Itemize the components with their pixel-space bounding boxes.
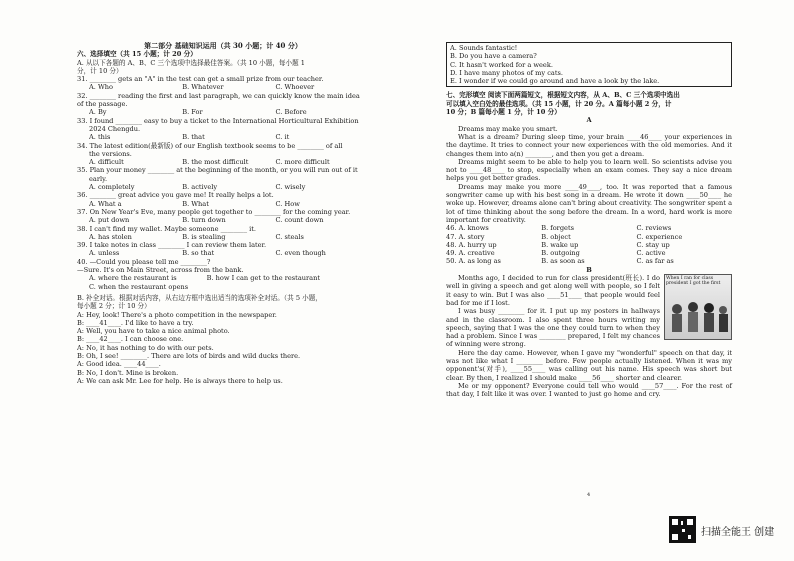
question-33 xyxy=(77,117,369,142)
question-stem-cont: 2024 Chengdu. xyxy=(89,124,141,133)
option-c: C. experience xyxy=(636,232,683,241)
option-b: B. For xyxy=(182,108,203,117)
option-c: C. count down xyxy=(275,216,324,225)
option-b: B. the most difficult xyxy=(182,158,249,167)
question-options xyxy=(77,200,369,208)
option-a: A. By xyxy=(89,108,107,117)
dialogue-options-box xyxy=(446,42,732,87)
option-b: B. how I can get to the restaurant xyxy=(206,274,320,283)
question-reply: —Sure. It's on Main Street, across from the bank. xyxy=(77,266,244,275)
scanner-watermark: 扫描全能王 创建 xyxy=(701,527,775,538)
question-stem-cont: of the passage. xyxy=(77,100,128,109)
question-stem: 36. ________ great advice you gave me! It really helps a lot. xyxy=(77,191,274,200)
option-a: A. unless xyxy=(89,249,120,258)
cartoon-people-illustration xyxy=(665,287,731,337)
option-a: A. difficult xyxy=(89,158,124,167)
question-32 xyxy=(77,92,369,117)
question-stem: 39. I take notes in class ________ I can review them later. xyxy=(77,241,267,250)
option-b: B. object xyxy=(541,232,571,241)
cartoon-caption: When I ran for class president I got the first xyxy=(666,276,721,287)
option-a: A. completely xyxy=(89,183,135,192)
dialogue-line: A: No, it has nothing to do with our pets. xyxy=(77,343,214,352)
cartoon-image xyxy=(664,274,732,340)
section-6-title: 六、选择填空（共 15 小题；计 20 分） xyxy=(77,50,197,59)
part-title: 第二部分 基础知识运用（共 30 小题；计 40 分） xyxy=(144,42,302,50)
option-c: C. stay up xyxy=(636,240,670,249)
passage-b-paragraph: Here the day came. However, when I gave my "wonderful" speech on that day, it was not like what I ________ before. Few people actually listened. When it was my opponent's(对手), ____55____ was calling out his name. His speech was short but clear. By then, I realized I should make ____56____ shorter and clearer. xyxy=(446,348,732,382)
passage-a-paragraph: What is a dream? During sleep time, your brain ____46____ your experiences in the daytime. It tries to connect your new experiences with the old memories. And it changes them into a(n) ________, and then you get a dream. xyxy=(446,132,732,158)
passage-b-paragraph: Months ago, I decided to run for class president(班长). I do well in giving a speech and get along well with people, so I felt it easy to win. But I was also ____51____ that people would feel bad for me if I lost. xyxy=(446,274,660,307)
option-c: C. even though xyxy=(275,249,326,258)
question-stem: 40. —Could you please tell me ________? xyxy=(77,257,211,266)
question-options xyxy=(77,83,369,91)
option-b: B. What xyxy=(182,199,209,208)
option-b: B. forgets xyxy=(541,224,574,233)
answer-row xyxy=(446,233,732,241)
option-a: 47. A. story xyxy=(446,232,485,241)
option-c: C. more difficult xyxy=(275,158,330,167)
option-c: C. as far as xyxy=(636,257,674,266)
passage-b-paragraph: I was busy ________ for it. I put up my posters in hallways and in the classroom. I also spent three hours writing my speech, saying that I was the one they could turn to when they had a problem. Since I was ________ prepared, I felt my chances of winning were strong. xyxy=(446,307,660,349)
option-a: A. What a xyxy=(89,199,122,208)
option-a: A. Who xyxy=(89,83,113,92)
option-a: A. put down xyxy=(89,216,130,225)
dialogue-line: B: Oh, I see! ________. There are lots of birds and wild ducks there. xyxy=(77,351,301,360)
dialogue-line: A: Good idea. ____44____. xyxy=(77,360,161,369)
option-b: B. is stealing xyxy=(182,232,226,241)
question-options xyxy=(77,249,369,257)
section-6-a-instructions-2: 分，计 10 分） xyxy=(77,66,123,75)
option-c: C. it xyxy=(275,133,290,142)
question-stem: 32. ________ reading the first and last paragraph, we can quickly know the main idea xyxy=(77,91,360,100)
question-37 xyxy=(77,208,369,225)
answer-row xyxy=(446,257,732,265)
box-option: B. Do you have a camera? xyxy=(450,52,537,61)
option-a: 48. A. hurry up xyxy=(446,240,497,249)
option-c: C. when the restaurant opens xyxy=(89,282,189,291)
section-7-title: 七、完形填空 阅读下面两篇短文，根据短文内容，从 A、B、C 三个选项中选出 xyxy=(446,91,680,100)
question-34 xyxy=(77,142,369,167)
option-b: B. so that xyxy=(182,249,215,258)
option-b: B. Whatever xyxy=(182,83,224,92)
passage-a-answers xyxy=(446,224,732,265)
passage-a-paragraph: Dreams may make you more ____49____, too. It was reported that a famous songwriter came up with his best song in a dream. He wrote it down ____50____ he woke up. However, dreams alone can't bring about creativity. The songwriter spent a lot of time thinking about the song before the dream. In a word, hard work is more important for creativity. xyxy=(446,182,732,224)
box-option: D. I have many photos of my cats. xyxy=(450,68,563,77)
answer-row xyxy=(446,241,732,249)
question-38 xyxy=(77,225,369,242)
question-31 xyxy=(77,75,369,92)
question-options xyxy=(77,183,369,191)
dialogue-line: B: No, I don't. Mine is broken. xyxy=(77,368,179,377)
option-b: B. wake up xyxy=(541,240,579,249)
option-a: A. this xyxy=(89,133,111,142)
option-a: 46. A. knows xyxy=(446,224,489,233)
question-36 xyxy=(77,191,369,208)
qr-code-icon xyxy=(669,516,696,543)
box-option: C. It hasn't worked for a week. xyxy=(450,60,553,69)
option-c: C. How xyxy=(275,199,300,208)
section-6-a-instructions: A. 从以下各题的 A、B、C 三个选项中选择最佳答案。（共 10 小题，每小题 1 xyxy=(77,58,305,67)
option-a: 49. A. creative xyxy=(446,249,495,258)
section-b-instructions: B. 补全对话。根据对话内容，从右边方框中选出适当的选项补全对话。（共 5 小题， xyxy=(77,293,322,302)
passage-a-label: A xyxy=(586,116,592,125)
question-35 xyxy=(77,166,369,191)
option-b: B. turn down xyxy=(182,216,226,225)
option-c: C. steals xyxy=(275,232,304,241)
answer-row xyxy=(446,224,732,232)
question-stem: 37. On New Year's Eve, many people get together to ________ for the coming year. xyxy=(77,207,351,216)
section-7-title-2: 可以填入空白处的最佳选项。（共 15 小题，计 20 分。A 篇每小题 2 分，计 xyxy=(446,99,672,108)
option-c: C. active xyxy=(636,249,666,258)
question-options xyxy=(77,233,369,241)
question-stem: 35. Plan your money ________ at the beginning of the month, or you will run out of it xyxy=(77,166,358,175)
option-b: B. actively xyxy=(182,183,218,192)
option-a: 50. A. as long as xyxy=(446,257,501,266)
option-c: C. wisely xyxy=(275,183,306,192)
box-option: A. Sounds fantastic! xyxy=(450,44,518,52)
option-b: B. outgoing xyxy=(541,249,580,258)
passage-a-paragraph: Dreams might seem to be able to help you to learn well. So scientists advise you not to ____48____ to stop, especially when an exam comes. They say a nice dream helps you get better grades. xyxy=(446,157,732,183)
question-options xyxy=(77,216,369,224)
option-b: B. as soon as xyxy=(541,257,585,266)
question-options xyxy=(77,158,369,166)
dialogue-line: B: ____41____. I'd like to have a try. xyxy=(77,318,194,327)
question-stem-cont: early. xyxy=(89,174,108,183)
box-option: E. I wonder if we could go around and have a look by the lake. xyxy=(450,77,660,86)
dialogue-line: A: We can ask Mr. Lee for help. He is always there to help us. xyxy=(77,376,283,385)
passage-b-label: B xyxy=(586,265,592,274)
question-stem: 33. I found ________ easy to buy a ticket to the International Horticultural Exhibition xyxy=(77,116,359,125)
page-number: 4 xyxy=(587,492,591,498)
question-40 xyxy=(77,258,369,291)
option-a: A. has stolen xyxy=(89,232,132,241)
question-stem: 34. The latest edition(最新版) of our English textbook seems to be ________ of all xyxy=(77,141,343,150)
dialogue xyxy=(77,311,369,386)
question-stem-cont: the versions. xyxy=(89,149,132,158)
answer-row xyxy=(446,249,732,257)
passage-a-heading: Dreams may make you smart. xyxy=(458,124,558,133)
dialogue-line: A: Well, you have to take a nice animal photo. xyxy=(77,327,230,336)
question-39 xyxy=(77,241,369,258)
section-b-instructions-2: 每小题 2 分；计 10 分） xyxy=(77,302,151,311)
question-stem: 38. I can't find my wallet. Maybe someone ________ it. xyxy=(77,224,256,233)
question-options xyxy=(77,108,369,116)
question-options xyxy=(77,274,369,282)
left-column xyxy=(77,42,369,385)
option-b: B. that xyxy=(182,133,205,142)
passage-b-paragraph: Me or my opponent? Everyone could tell who would ____57____. For the rest of that day, I felt like it was over. I wanted to just go home and cry. xyxy=(446,381,732,399)
dialogue-line: A: Hey, look! There's a photo competition in the newspaper. xyxy=(77,310,277,319)
option-c: C. Before xyxy=(275,108,307,117)
question-options xyxy=(77,133,369,141)
section-7-title-3: 10 分；B 篇每小题 1 分，计 10 分） xyxy=(446,108,561,117)
right-column xyxy=(446,42,732,398)
option-c: C. reviews xyxy=(636,224,672,233)
question-stem: 31. ________ gets an "A" in the test can get a small prize from our teacher. xyxy=(77,75,324,84)
option-c: C. Whoever xyxy=(275,83,315,92)
dialogue-line: B: ____42____. I can choose one. xyxy=(77,335,184,344)
option-a: A. where the restaurant is xyxy=(89,274,177,283)
